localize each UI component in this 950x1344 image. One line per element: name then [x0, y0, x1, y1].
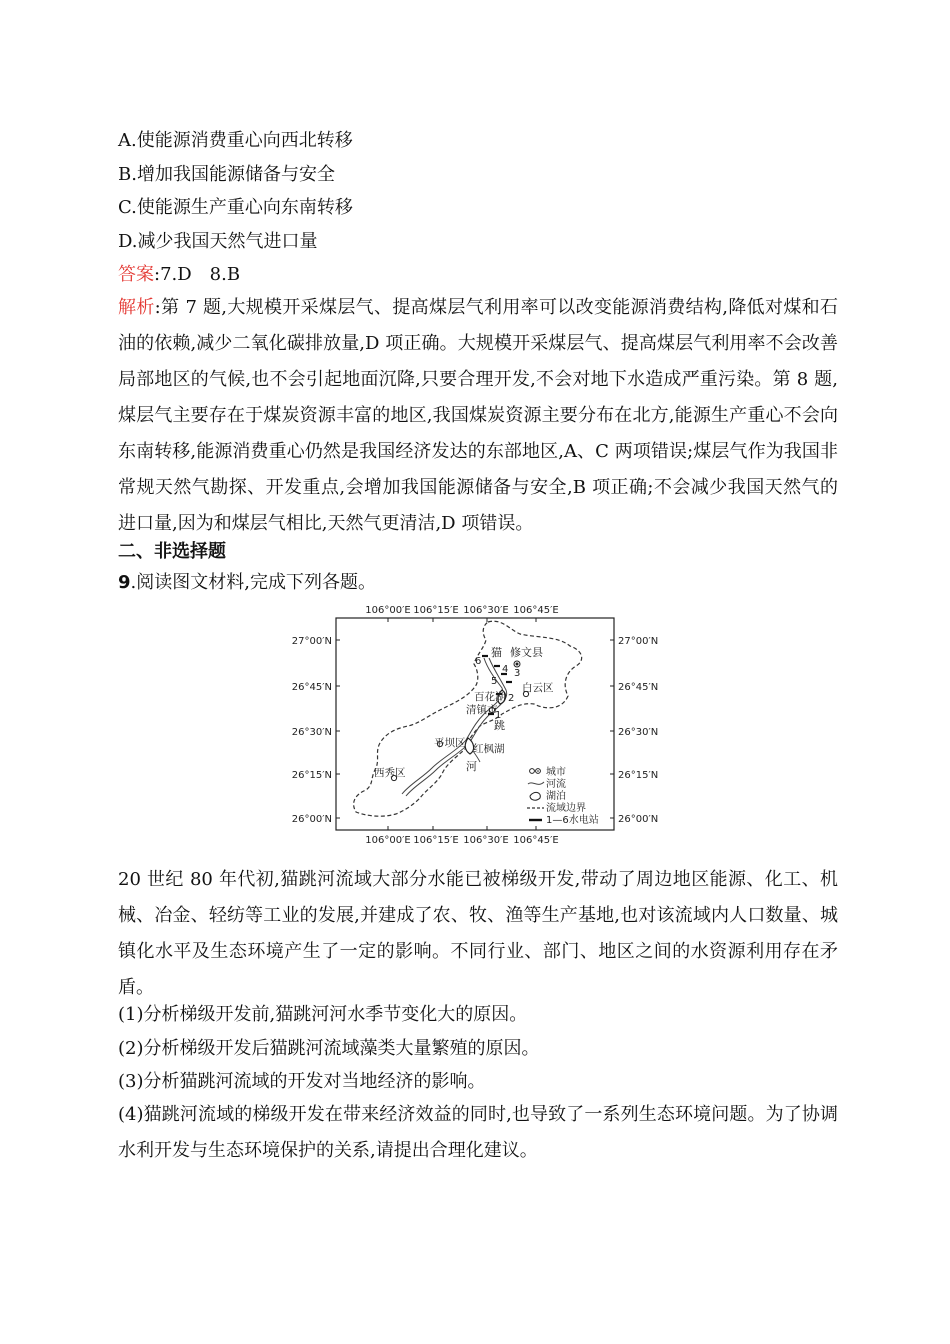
- station-label: 3: [514, 668, 521, 679]
- lon-label: 106°00′E: [365, 835, 411, 846]
- place-label: 白云区: [522, 682, 554, 694]
- place-label: 西秀区: [374, 767, 406, 779]
- place-label: 平坝区: [434, 737, 466, 749]
- material-paragraph: 20 世纪 80 年代初,猫跳河流域大部分水能已被梯级开发,带动了周边地区能源、化工、机械、冶金、轻纺等工业的发展,并建成了农、牧、渔等生产基地,也对该流域内人口数量、城镇化水平及生态环境产生了一定的影响。不同行业、部门、地区之间的水资源利用存在矛盾。: [118, 869, 838, 998]
- lat-label: 26°45′N: [618, 682, 659, 693]
- lat-label: 27°00′N: [291, 636, 332, 647]
- lat-label: 27°00′N: [618, 636, 659, 647]
- place-label: 猫: [491, 646, 502, 659]
- place-label: 清镇市: [466, 704, 498, 716]
- station-label: 2: [508, 693, 515, 704]
- station-label: 4: [502, 664, 509, 675]
- section-title: 二、非选择题: [118, 541, 226, 562]
- option-c: C.使能源生产重心向东南转移: [118, 197, 353, 218]
- question-9: [118, 570, 838, 596]
- lon-label: 106°30′E: [463, 835, 509, 846]
- option-b: B.增加我国能源储备与安全: [118, 164, 335, 185]
- station-label: 5: [491, 676, 498, 687]
- place-label: 河: [466, 760, 477, 773]
- lat-label: 26°30′N: [291, 727, 332, 738]
- lon-label: 106°15′E: [413, 605, 459, 616]
- answer-label: 答案: [118, 264, 154, 285]
- sub-question-1: (1)分析梯级开发前,猫跳河河水季节变化大的原因。: [118, 1004, 528, 1025]
- option-a: A.使能源消费重心向西北转移: [118, 130, 353, 151]
- watershed-map: [270, 598, 690, 850]
- analysis-label: 解析: [118, 297, 155, 318]
- lon-label: 106°45′E: [513, 835, 559, 846]
- lon-label: 106°45′E: [513, 605, 559, 616]
- lat-label: 26°15′N: [291, 770, 332, 781]
- legend-label: 城市: [546, 767, 566, 778]
- lat-label: 26°15′N: [618, 770, 659, 781]
- option-d: D.减少我国天然气进口量: [118, 231, 318, 252]
- lat-label: 26°45′N: [291, 682, 332, 693]
- legend-label: 1—6水电站: [546, 815, 599, 826]
- sub-question-2: (2)分析梯级开发后猫跳河流域藻类大量繁殖的原因。: [118, 1038, 540, 1059]
- lon-label: 106°30′E: [463, 605, 509, 616]
- station-label: 6: [475, 656, 482, 667]
- analysis-text: :第 7 题,大规模开采煤层气、提高煤层气利用率可以改变能源消费结构,降低对煤和石油的依赖,减少二氧化碳排放量,D 项正确。大规模开采煤层气、提高煤层气利用率不会改善局部地区的气候,也不会引起地面沉降,只要合理开发,不会对地下水造成严重污染。第 8 题,煤层气主要存在于煤炭资源丰富的地区,我国煤炭资源主要分布在北方,能源生产重心不会向东南转移,能源消费重心仍然是我国经济发达的东部地区,A、C 两项错误;煤层气作为我国非常规天然气勘探、开发重点,会增加我国能源储备与安全,B 项正确;不会减少我国天然气的进口量,因为和煤层气相比,天然气更清洁,D 项错误。: [118, 297, 839, 534]
- sub-question-3: (3)分析猫跳河流域的开发对当地经济的影响。: [118, 1071, 486, 1092]
- lat-label: 26°30′N: [618, 727, 659, 738]
- answer-text: :7.D 8.B: [154, 264, 241, 285]
- place-label: 修文县: [510, 646, 543, 659]
- answer-line: [118, 262, 838, 288]
- analysis-paragraph: [118, 290, 838, 542]
- lat-label: 26°00′N: [618, 814, 659, 825]
- city-marker: [516, 663, 518, 665]
- sub-question-4: (4)猫跳河流域的梯级开发在带来经济效益的同时,也导致了一系列生态环境问题。为了协调水利开发与生态环境保护的关系,请提出合理化建议。: [118, 1104, 838, 1161]
- legend-label: 湖泊: [546, 791, 566, 802]
- place-label: 红枫湖: [473, 743, 505, 755]
- legend-label: 河流: [546, 779, 566, 790]
- place-label: 百花湖: [474, 691, 506, 703]
- place-label: 跳: [494, 719, 505, 732]
- lon-label: 106°15′E: [413, 835, 459, 846]
- lon-label: 106°00′E: [365, 605, 411, 616]
- legend-label: 流域边界: [546, 803, 586, 814]
- map-frame: [336, 618, 614, 830]
- question-9-number: 9: [118, 572, 131, 593]
- station-label: 1: [495, 710, 502, 721]
- question-9-text: .阅读图文材料,完成下列各题。: [130, 572, 376, 593]
- lat-label: 26°00′N: [291, 814, 332, 825]
